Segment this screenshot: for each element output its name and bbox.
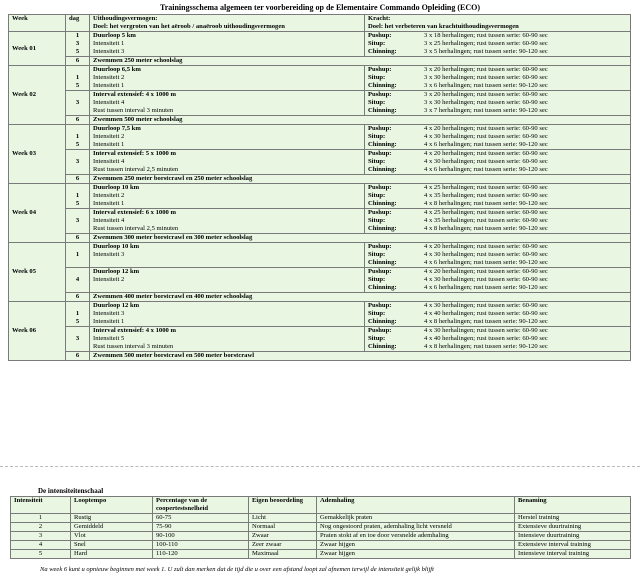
header-week: Week bbox=[9, 15, 66, 32]
uithouding-line: Duurloop 6,5 km bbox=[93, 66, 141, 73]
exercise-value: 4 x 8 herhalingen; rust tussen serie: 90-120 sec bbox=[424, 343, 548, 350]
uithouding-line: Rust tussen interval 2,5 minuten bbox=[93, 166, 179, 173]
swim-row bbox=[9, 352, 631, 361]
dag-cell bbox=[66, 209, 90, 234]
kracht-line bbox=[368, 125, 627, 133]
dag-cell bbox=[66, 125, 90, 150]
dag-cell bbox=[66, 91, 90, 116]
dag-number bbox=[69, 184, 86, 192]
dag-number bbox=[69, 268, 86, 276]
intensity-cell: 75-90 bbox=[153, 523, 249, 532]
exercise-label: Situp: bbox=[368, 276, 386, 283]
uithouding-line: Interval extensief: 4 x 1000 m bbox=[93, 91, 176, 98]
exercise-label: Situp: bbox=[368, 133, 386, 140]
dag-number: 5 bbox=[75, 141, 80, 148]
exercise-label: Chinning: bbox=[368, 200, 397, 207]
intensity-cell: Rustig bbox=[71, 514, 153, 523]
kracht-line bbox=[368, 66, 627, 74]
uithouding-cell bbox=[90, 150, 365, 175]
dag-number bbox=[69, 225, 86, 233]
uithouding-cell bbox=[90, 209, 365, 234]
exercise-label: Situp: bbox=[368, 40, 386, 47]
kracht-line bbox=[368, 327, 627, 335]
swim-dag: 6 bbox=[66, 175, 90, 184]
uithouding-line: Intensiteit 2 bbox=[93, 133, 125, 140]
dag-number: 1 bbox=[75, 32, 80, 39]
dag-number bbox=[69, 150, 86, 158]
swim-text: Zwemmen 250 meter schoolslag bbox=[90, 57, 631, 66]
uithouding-line: Duurloop 10 km bbox=[93, 243, 140, 250]
uithouding-cell bbox=[90, 184, 365, 209]
swim-text: Zwemmen 500 meter schoolslag bbox=[90, 116, 631, 125]
dag-number bbox=[69, 125, 86, 133]
dag-number: 3 bbox=[75, 335, 80, 342]
intensity-cell: Zwaar hijgen bbox=[317, 541, 515, 550]
exercise-label: Situp: bbox=[368, 335, 386, 342]
kracht-cell bbox=[365, 209, 631, 234]
page-title: Trainingsschema algemeen ter voorbereiding op de Elementaire Commando Opleiding (ECO) bbox=[159, 3, 481, 12]
week-label: Week 05 bbox=[9, 243, 66, 302]
schedule-row bbox=[9, 125, 631, 150]
intensity-header: Benaming bbox=[515, 497, 631, 514]
dag-number bbox=[69, 327, 86, 335]
exercise-value: 4 x 35 herhalingen; rust tussen serie: 60-90 sec bbox=[424, 217, 548, 224]
uithouding-line: Duurloop 5 km bbox=[93, 32, 136, 39]
exercise-value: 3 x 20 herhalingen; rust tussen serie: 60-90 sec bbox=[424, 91, 548, 98]
intensity-cell: Licht bbox=[249, 514, 317, 523]
uithouding-line: Intensiteit 1 bbox=[93, 141, 125, 148]
kracht-line bbox=[368, 200, 627, 208]
intensity-cell: Zwaar hijgen bbox=[317, 550, 515, 559]
kracht-line bbox=[368, 268, 627, 276]
dag-number: 3 bbox=[75, 217, 80, 224]
week-label: Week 03 bbox=[9, 125, 66, 184]
kracht-cell bbox=[365, 150, 631, 175]
intensity-header-row bbox=[11, 497, 631, 514]
header-uithouding-doel: Doel: het vergroten van het aëroob / anaëroob uithoudingsvermogen bbox=[93, 23, 285, 30]
uithouding-line: Intensiteit 2 bbox=[93, 192, 125, 199]
uithouding-cell bbox=[90, 243, 365, 268]
exercise-label: Chinning: bbox=[368, 225, 397, 232]
exercise-value: 4 x 8 herhalingen; rust tussen serie: 90-120 sec bbox=[424, 200, 548, 207]
exercise-value: 4 x 6 herhalingen; rust tussen serie: 90-120 sec bbox=[424, 141, 548, 148]
kracht-line bbox=[368, 259, 627, 267]
swim-dag: 6 bbox=[66, 116, 90, 125]
schedule-row bbox=[9, 184, 631, 209]
intensity-cell: Intensieve interval training bbox=[515, 550, 631, 559]
exercise-label: Chinning: bbox=[368, 141, 397, 148]
dag-number: 1 bbox=[75, 74, 80, 81]
exercise-value: 4 x 25 herhalingen; rust tussen serie: 60-90 sec bbox=[424, 209, 548, 216]
uithouding-line: Intensiteit 2 bbox=[93, 276, 125, 283]
intensity-cell: Herstel training bbox=[515, 514, 631, 523]
dag-cell bbox=[66, 184, 90, 209]
week-label: Week 01 bbox=[9, 32, 66, 66]
swim-text: Zwemmen 300 meter borstcrawl en 300 meter schoolslag bbox=[90, 234, 631, 243]
week-label: Week 04 bbox=[9, 184, 66, 243]
uithouding-line: Rust tussen interval 3 minuten bbox=[93, 107, 174, 114]
dag-number bbox=[69, 302, 86, 310]
exercise-label: Pushup: bbox=[368, 327, 392, 334]
exercise-label: Chinning: bbox=[368, 343, 397, 350]
swim-dag: 6 bbox=[66, 352, 90, 361]
kracht-line bbox=[368, 251, 627, 259]
schedule-row bbox=[9, 209, 631, 234]
uithouding-line: Rust tussen interval 3 minuten bbox=[93, 343, 174, 350]
dag-number: 5 bbox=[75, 48, 80, 55]
header-dag: dag bbox=[66, 15, 90, 32]
dag-number bbox=[69, 66, 86, 74]
exercise-label: Pushup: bbox=[368, 268, 392, 275]
kracht-cell bbox=[365, 268, 631, 293]
intensity-cell: 4 bbox=[11, 541, 71, 550]
dag-number bbox=[69, 209, 86, 217]
uithouding-line: Intensiteit 4 bbox=[93, 99, 125, 106]
exercise-value: 4 x 30 herhalingen; rust tussen serie: 60-90 sec bbox=[424, 276, 548, 283]
schedule-row bbox=[9, 268, 631, 293]
dag-cell bbox=[66, 243, 90, 268]
exercise-value: 3 x 30 herhalingen; rust tussen serie: 60-90 sec bbox=[424, 74, 548, 81]
exercise-value: 3 x 6 herhalingen; rust tussen serie: 90-120 sec bbox=[424, 82, 548, 89]
intensity-cell: Intensieve duurtraining bbox=[515, 532, 631, 541]
header-kracht-title: Kracht: bbox=[368, 15, 391, 22]
exercise-value: 4 x 35 herhalingen; rust tussen serie: 60-90 sec bbox=[424, 192, 548, 199]
schedule-row bbox=[9, 302, 631, 327]
kracht-line bbox=[368, 107, 627, 115]
kracht-line bbox=[368, 310, 627, 318]
schedule-row bbox=[9, 327, 631, 352]
exercise-label: Pushup: bbox=[368, 209, 392, 216]
schedule-row bbox=[9, 243, 631, 268]
exercise-value: 4 x 6 herhalingen; rust tussen serie: 90-120 sec bbox=[424, 166, 548, 173]
exercise-label: Chinning: bbox=[368, 259, 397, 266]
exercise-value: 3 x 18 herhalingen; rust tussen serie: 60-90 sec bbox=[424, 32, 548, 39]
intensity-table bbox=[10, 496, 631, 559]
uithouding-line: Interval extensief: 6 x 1000 m bbox=[93, 209, 176, 216]
exercise-value: 4 x 8 herhalingen; rust tussen serie: 90-120 sec bbox=[424, 225, 548, 232]
intensity-cell: Extensieve duurtraining bbox=[515, 523, 631, 532]
kracht-line bbox=[368, 91, 627, 99]
uithouding-line: Interval extensief: 5 x 1000 m bbox=[93, 150, 176, 157]
dag-cell bbox=[66, 302, 90, 327]
dag-number bbox=[69, 284, 86, 292]
intensity-cell: Zeer zwaar bbox=[249, 541, 317, 550]
dag-number bbox=[69, 259, 86, 267]
schedule-row bbox=[9, 32, 631, 57]
header-kracht-doel: Doel: het verbeteren van krachtuithoudingsvermogen bbox=[368, 23, 519, 30]
intensity-row bbox=[11, 514, 631, 523]
exercise-value: 4 x 40 herhalingen; rust tussen serie: 60-90 sec bbox=[424, 335, 548, 342]
dag-number bbox=[69, 166, 86, 174]
uithouding-line: Duurloop 10 km bbox=[93, 184, 140, 191]
kracht-cell bbox=[365, 32, 631, 57]
intensity-cell: 1 bbox=[11, 514, 71, 523]
exercise-label: Chinning: bbox=[368, 166, 397, 173]
intensity-cell: Gemiddeld bbox=[71, 523, 153, 532]
swim-dag: 6 bbox=[66, 234, 90, 243]
dag-number: 1 bbox=[75, 251, 80, 258]
exercise-value: 4 x 30 herhalingen; rust tussen serie: 60-90 sec bbox=[424, 158, 548, 165]
uithouding-line: Intensiteit 3 bbox=[93, 310, 125, 317]
exercise-label: Situp: bbox=[368, 192, 386, 199]
uithouding-line: Intensiteit 3 bbox=[93, 48, 125, 55]
uithouding-line: Intensiteit 4 bbox=[93, 217, 125, 224]
intensity-row bbox=[11, 523, 631, 532]
intensity-row bbox=[11, 550, 631, 559]
intensity-row bbox=[11, 532, 631, 541]
exercise-value: 4 x 30 herhalingen; rust tussen serie: 60-90 sec bbox=[424, 302, 548, 309]
kracht-line bbox=[368, 32, 627, 40]
footnote: Na week 6 kunt u opnieuw beginnen met week 1. U zult dan merken dat de tijd die u over een afstand loopt zal afnemen terwijl de intensiteit gelijk blijft bbox=[40, 566, 434, 573]
exercise-label: Situp: bbox=[368, 217, 386, 224]
dag-number: 4 bbox=[75, 276, 80, 283]
uithouding-cell bbox=[90, 268, 365, 293]
schedule-row bbox=[9, 66, 631, 91]
exercise-label: Chinning: bbox=[368, 284, 397, 291]
exercise-value: 4 x 30 herhalingen; rust tussen serie: 60-90 sec bbox=[424, 133, 548, 140]
swim-row bbox=[9, 116, 631, 125]
dag-number: 3 bbox=[75, 158, 80, 165]
intensity-cell: Normaal bbox=[249, 523, 317, 532]
kracht-line bbox=[368, 184, 627, 192]
uithouding-cell bbox=[90, 302, 365, 327]
uithouding-line: Intensiteit 1 bbox=[93, 82, 125, 89]
swim-text: Zwemmen 250 meter borstcrawl en 250 meter schoolslag bbox=[90, 175, 631, 184]
dag-number bbox=[69, 107, 86, 115]
exercise-label: Situp: bbox=[368, 74, 386, 81]
kracht-cell bbox=[365, 125, 631, 150]
intensity-cell: Snel bbox=[71, 541, 153, 550]
exercise-value: 4 x 20 herhalingen; rust tussen serie: 60-90 sec bbox=[424, 243, 548, 250]
kracht-line bbox=[368, 225, 627, 233]
exercise-label: Chinning: bbox=[368, 48, 397, 55]
exercise-label: Pushup: bbox=[368, 184, 392, 191]
exercise-label: Pushup: bbox=[368, 150, 392, 157]
uithouding-cell bbox=[90, 66, 365, 91]
kracht-line bbox=[368, 158, 627, 166]
intensity-cell: 3 bbox=[11, 532, 71, 541]
intensity-cell: 100-110 bbox=[153, 541, 249, 550]
exercise-label: Chinning: bbox=[368, 318, 397, 325]
intensity-cell: Zwaar bbox=[249, 532, 317, 541]
swim-dag: 6 bbox=[66, 57, 90, 66]
kracht-line bbox=[368, 166, 627, 174]
uithouding-line: Duurloop 12 km bbox=[93, 268, 140, 275]
kracht-line bbox=[368, 192, 627, 200]
uithouding-cell bbox=[90, 91, 365, 116]
intensity-cell: Hard bbox=[71, 550, 153, 559]
dag-cell bbox=[66, 66, 90, 91]
exercise-value: 3 x 25 herhalingen; rust tussen serie: 60-90 sec bbox=[424, 40, 548, 47]
uithouding-line: Interval extensief: 4 x 1000 m bbox=[93, 327, 176, 334]
dag-number: 1 bbox=[75, 310, 80, 317]
dag-cell bbox=[66, 327, 90, 352]
intensity-subtitle: De intensiteitenschaal bbox=[38, 487, 104, 495]
kracht-line bbox=[368, 99, 627, 107]
intensity-cell: Praten stokt af en toe door versnelde ademhaling bbox=[317, 532, 515, 541]
intensity-header: Intensiteit bbox=[11, 497, 71, 514]
kracht-line bbox=[368, 40, 627, 48]
uithouding-line: Intensiteit 1 bbox=[93, 40, 125, 47]
intensity-header: Ademhaling bbox=[317, 497, 515, 514]
kracht-line bbox=[368, 82, 627, 90]
uithouding-line: Duurloop 12 km bbox=[93, 302, 140, 309]
uithouding-line bbox=[93, 284, 361, 292]
dag-number: 1 bbox=[75, 192, 80, 199]
swim-row bbox=[9, 293, 631, 302]
intensity-cell: 110-120 bbox=[153, 550, 249, 559]
intensity-header: Looptempo bbox=[71, 497, 153, 514]
kracht-line bbox=[368, 133, 627, 141]
uithouding-line: Rust tussen interval 2,5 minuten bbox=[93, 225, 179, 232]
swim-text: Zwemmen 500 meter borstcrawl en 500 meter borstcrawl bbox=[90, 352, 631, 361]
kracht-line bbox=[368, 48, 627, 56]
dag-number: 5 bbox=[75, 82, 80, 89]
exercise-label: Pushup: bbox=[368, 32, 392, 39]
exercise-label: Pushup: bbox=[368, 66, 392, 73]
swim-row bbox=[9, 234, 631, 243]
kracht-line bbox=[368, 217, 627, 225]
uithouding-line: Intensiteit 3 bbox=[93, 251, 125, 258]
exercise-value: 4 x 40 herhalingen; rust tussen serie: 60-90 sec bbox=[424, 310, 548, 317]
intensity-row bbox=[11, 541, 631, 550]
schedule-header-row bbox=[9, 15, 631, 32]
intensity-cell: 2 bbox=[11, 523, 71, 532]
schedule-row bbox=[9, 91, 631, 116]
kracht-line bbox=[368, 209, 627, 217]
kracht-cell bbox=[365, 66, 631, 91]
kracht-line bbox=[368, 284, 627, 292]
dag-number: 3 bbox=[75, 40, 80, 47]
uithouding-cell bbox=[90, 327, 365, 352]
exercise-value: 3 x 20 herhalingen; rust tussen serie: 60-90 sec bbox=[424, 66, 548, 73]
intensity-cell: Extensieve interval training bbox=[515, 541, 631, 550]
exercise-label: Situp: bbox=[368, 158, 386, 165]
exercise-label: Situp: bbox=[368, 251, 386, 258]
exercise-value: 4 x 30 herhalingen; rust tussen serie: 60-90 sec bbox=[424, 251, 548, 258]
intensity-cell: Nog ongestoord praten, ademhaling licht versneld bbox=[317, 523, 515, 532]
kracht-cell bbox=[365, 243, 631, 268]
swim-dag: 6 bbox=[66, 293, 90, 302]
kracht-line bbox=[368, 141, 627, 149]
swim-row bbox=[9, 57, 631, 66]
section-divider bbox=[0, 466, 640, 467]
swim-row bbox=[9, 175, 631, 184]
dag-number: 3 bbox=[75, 99, 80, 106]
exercise-value: 4 x 6 herhalingen; rust tussen serie: 90-120 sec bbox=[424, 284, 548, 291]
week-label: Week 06 bbox=[9, 302, 66, 361]
exercise-label: Situp: bbox=[368, 310, 386, 317]
kracht-line bbox=[368, 150, 627, 158]
dag-number bbox=[69, 91, 86, 99]
exercise-value: 4 x 30 herhalingen; rust tussen serie: 60-90 sec bbox=[424, 327, 548, 334]
intensity-header: Eigen beoordeling bbox=[249, 497, 317, 514]
kracht-cell bbox=[365, 302, 631, 327]
exercise-value: 4 x 6 herhalingen; rust tussen serie: 90-120 sec bbox=[424, 259, 548, 266]
exercise-value: 3 x 30 herhalingen; rust tussen serie: 60-90 sec bbox=[424, 99, 548, 106]
exercise-label: Pushup: bbox=[368, 243, 392, 250]
dag-cell bbox=[66, 32, 90, 57]
exercise-value: 4 x 20 herhalingen; rust tussen serie: 60-90 sec bbox=[424, 125, 548, 132]
exercise-label: Chinning: bbox=[368, 107, 397, 114]
exercise-value: 4 x 20 herhalingen; rust tussen serie: 60-90 sec bbox=[424, 150, 548, 157]
exercise-label: Chinning: bbox=[368, 82, 397, 89]
exercise-value: 3 x 7 herhalingen; rust tussen serie: 90-120 sec bbox=[424, 107, 548, 114]
intensity-cell: Gemakkelijk praten bbox=[317, 514, 515, 523]
uithouding-line: Intensiteit 1 bbox=[93, 200, 125, 207]
dag-number: 1 bbox=[75, 133, 80, 140]
uithouding-line: Duurloop 7,5 km bbox=[93, 125, 141, 132]
dag-number: 5 bbox=[75, 200, 80, 207]
intensity-header: Percentage van de coopertestsnelheid bbox=[153, 497, 249, 514]
exercise-label: Pushup: bbox=[368, 125, 392, 132]
intensity-cell: Vlot bbox=[71, 532, 153, 541]
kracht-line bbox=[368, 74, 627, 82]
dag-cell bbox=[66, 150, 90, 175]
uithouding-cell bbox=[90, 125, 365, 150]
intensity-cell: 60-75 bbox=[153, 514, 249, 523]
exercise-label: Situp: bbox=[368, 99, 386, 106]
kracht-cell bbox=[365, 184, 631, 209]
intensity-cell: 90-100 bbox=[153, 532, 249, 541]
uithouding-line bbox=[93, 259, 361, 267]
uithouding-line: Intensiteit 4 bbox=[93, 158, 125, 165]
kracht-line bbox=[368, 276, 627, 284]
uithouding-line: Intensiteit 2 bbox=[93, 74, 125, 81]
dag-cell bbox=[66, 268, 90, 293]
training-schedule-table bbox=[8, 14, 631, 361]
uithouding-line: Intensiteit 1 bbox=[93, 318, 125, 325]
dag-number bbox=[69, 243, 86, 251]
kracht-line bbox=[368, 343, 627, 351]
kracht-cell bbox=[365, 91, 631, 116]
dag-number: 5 bbox=[75, 318, 80, 325]
kracht-line bbox=[368, 335, 627, 343]
kracht-line bbox=[368, 243, 627, 251]
header-uithouding-title: Uithoudingsvermogen: bbox=[93, 15, 158, 22]
exercise-value: 4 x 25 herhalingen; rust tussen serie: 60-90 sec bbox=[424, 184, 548, 191]
kracht-line bbox=[368, 302, 627, 310]
uithouding-cell bbox=[90, 32, 365, 57]
dag-number bbox=[69, 343, 86, 351]
week-label: Week 02 bbox=[9, 66, 66, 125]
exercise-value: 4 x 20 herhalingen; rust tussen serie: 60-90 sec bbox=[424, 268, 548, 275]
schedule-row bbox=[9, 150, 631, 175]
exercise-value: 3 x 5 herhalingen; rust tussen serie: 90-120 sec bbox=[424, 48, 548, 55]
intensity-cell: 5 bbox=[11, 550, 71, 559]
uithouding-line: Intensiteit 5 bbox=[93, 335, 125, 342]
exercise-label: Pushup: bbox=[368, 302, 392, 309]
exercise-label: Pushup: bbox=[368, 91, 392, 98]
kracht-cell bbox=[365, 327, 631, 352]
swim-text: Zwemmen 400 meter borstcrawl en 400 meter schoolslag bbox=[90, 293, 631, 302]
exercise-value: 4 x 8 herhalingen; rust tussen serie: 90-120 sec bbox=[424, 318, 548, 325]
kracht-line bbox=[368, 318, 627, 326]
intensity-cell: Maximaal bbox=[249, 550, 317, 559]
